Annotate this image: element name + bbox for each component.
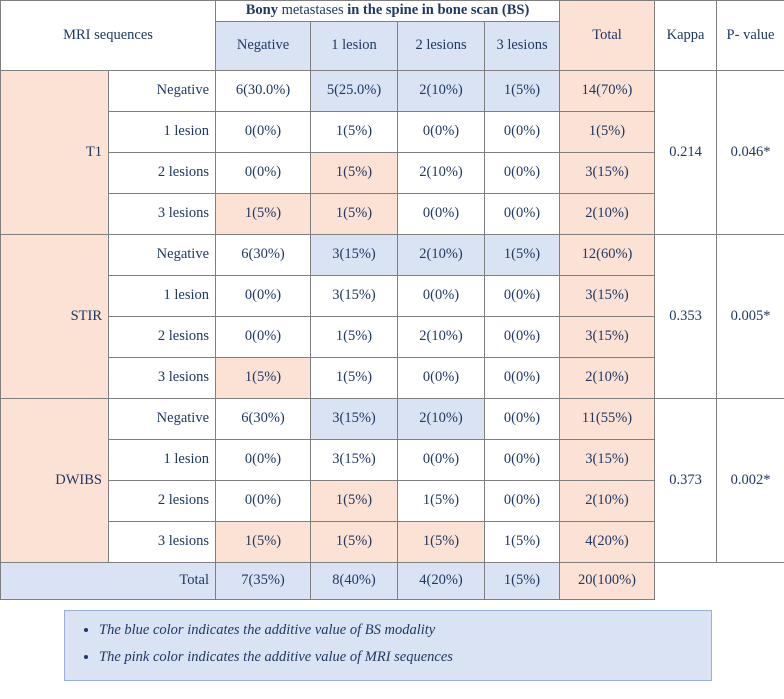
row-total: 3(15%): [560, 275, 655, 316]
row-total: 1(5%): [560, 111, 655, 152]
data-cell: 1(5%): [311, 152, 398, 193]
data-cell: 1(5%): [216, 357, 311, 398]
row-total: 3(15%): [560, 152, 655, 193]
row-total: 14(70%): [560, 70, 655, 111]
data-cell: 1(5%): [311, 193, 398, 234]
header-kappa: Kappa: [655, 1, 717, 71]
row-label: Negative: [109, 234, 216, 275]
row-label: 2 lesions: [109, 152, 216, 193]
data-cell: 2(10%): [398, 316, 485, 357]
row-label: 1 lesion: [109, 275, 216, 316]
total-row-cell: 4(20%): [398, 562, 485, 599]
header-mri-sequences: MRI sequences: [1, 1, 216, 71]
row-label: 2 lesions: [109, 480, 216, 521]
data-cell: 0(0%): [398, 439, 485, 480]
spacer-cell: [655, 562, 717, 599]
row-label: 3 lesions: [109, 521, 216, 562]
total-row-cell: 1(5%): [485, 562, 560, 599]
row-total: 2(10%): [560, 193, 655, 234]
total-row: [1, 562, 784, 599]
p-value: 0.046*: [717, 70, 784, 234]
data-cell: 3(15%): [311, 398, 398, 439]
grand-total: 20(100%): [560, 562, 655, 599]
data-cell: 0(0%): [216, 275, 311, 316]
data-cell: 1(5%): [398, 480, 485, 521]
data-cell: 0(0%): [398, 275, 485, 316]
row-label: Negative: [109, 398, 216, 439]
header-sub-2: 2 lesions: [398, 21, 485, 70]
data-cell: 3(15%): [311, 439, 398, 480]
data-cell: 0(0%): [398, 357, 485, 398]
spacer-cell: [717, 562, 784, 599]
data-cell: 3(15%): [311, 234, 398, 275]
data-cell: 0(0%): [216, 480, 311, 521]
legend-box: [64, 610, 712, 681]
total-row-cell: 7(35%): [216, 562, 311, 599]
header-bone-scan: Bony metastases in the spine in bone scan (BS): [216, 1, 560, 22]
row-total: 3(15%): [560, 316, 655, 357]
data-cell: 1(5%): [485, 234, 560, 275]
header-sub-0: Negative: [216, 21, 311, 70]
data-cell: 6(30%): [216, 398, 311, 439]
data-cell: 0(0%): [216, 316, 311, 357]
data-cell: 0(0%): [398, 111, 485, 152]
group-label-stir: STIR: [1, 234, 109, 398]
group-label-t1: T1: [1, 70, 109, 234]
table-row: [1, 234, 784, 275]
header-total: Total: [560, 1, 655, 71]
data-cell: 0(0%): [485, 275, 560, 316]
data-cell: 1(5%): [216, 521, 311, 562]
row-label: Negative: [109, 70, 216, 111]
data-cell: 2(10%): [398, 70, 485, 111]
data-cell: 0(0%): [398, 193, 485, 234]
data-cell: 0(0%): [485, 439, 560, 480]
legend-item: • The blue color indicates the additive value of BS modality: [99, 617, 701, 645]
p-value: 0.002*: [717, 398, 784, 562]
row-total: 12(60%): [560, 234, 655, 275]
data-cell: 1(5%): [216, 193, 311, 234]
data-cell: 1(5%): [485, 70, 560, 111]
row-total: 3(15%): [560, 439, 655, 480]
data-cell: 1(5%): [311, 480, 398, 521]
kappa-value: 0.373: [655, 398, 717, 562]
data-cell: 1(5%): [311, 111, 398, 152]
table-row: [1, 398, 784, 439]
data-cell: 1(5%): [485, 521, 560, 562]
data-cell: 1(5%): [398, 521, 485, 562]
data-cell: 1(5%): [311, 521, 398, 562]
data-cell: 2(10%): [398, 398, 485, 439]
header-row-top: [1, 1, 784, 22]
data-cell: 1(5%): [311, 357, 398, 398]
header-p-value: P- value: [717, 1, 784, 71]
data-cell: 0(0%): [485, 357, 560, 398]
total-row-label: Total: [1, 562, 216, 599]
data-cell: 0(0%): [216, 439, 311, 480]
data-cell: 5(25.0%): [311, 70, 398, 111]
kappa-value: 0.353: [655, 234, 717, 398]
p-value: 0.005*: [717, 234, 784, 398]
data-cell: 3(15%): [311, 275, 398, 316]
row-total: 2(10%): [560, 357, 655, 398]
kappa-value: 0.214: [655, 70, 717, 234]
row-label: 3 lesions: [109, 357, 216, 398]
data-cell: 0(0%): [485, 152, 560, 193]
data-cell: 0(0%): [485, 111, 560, 152]
data-cell: 0(0%): [485, 316, 560, 357]
data-cell: 6(30.0%): [216, 70, 311, 111]
data-cell: 0(0%): [485, 398, 560, 439]
data-cell: 0(0%): [485, 480, 560, 521]
data-cell: 0(0%): [216, 152, 311, 193]
row-label: 3 lesions: [109, 193, 216, 234]
header-sub-3: 3 lesions: [485, 21, 560, 70]
data-cell: 2(10%): [398, 152, 485, 193]
header-sub-1: 1 lesion: [311, 21, 398, 70]
data-cell: 2(10%): [398, 234, 485, 275]
data-cell: 0(0%): [485, 193, 560, 234]
legend-item: • The pink color indicates the additive value of MRI sequences: [99, 644, 701, 672]
group-label-dwibs: DWIBS: [1, 398, 109, 562]
row-total: 11(55%): [560, 398, 655, 439]
row-label: 1 lesion: [109, 439, 216, 480]
total-row-cell: 8(40%): [311, 562, 398, 599]
row-total: 2(10%): [560, 480, 655, 521]
table-row: [1, 70, 784, 111]
row-total: 4(20%): [560, 521, 655, 562]
data-cell: 1(5%): [311, 316, 398, 357]
data-cell: 0(0%): [216, 111, 311, 152]
row-label: 1 lesion: [109, 111, 216, 152]
row-label: 2 lesions: [109, 316, 216, 357]
data-cell: 6(30%): [216, 234, 311, 275]
